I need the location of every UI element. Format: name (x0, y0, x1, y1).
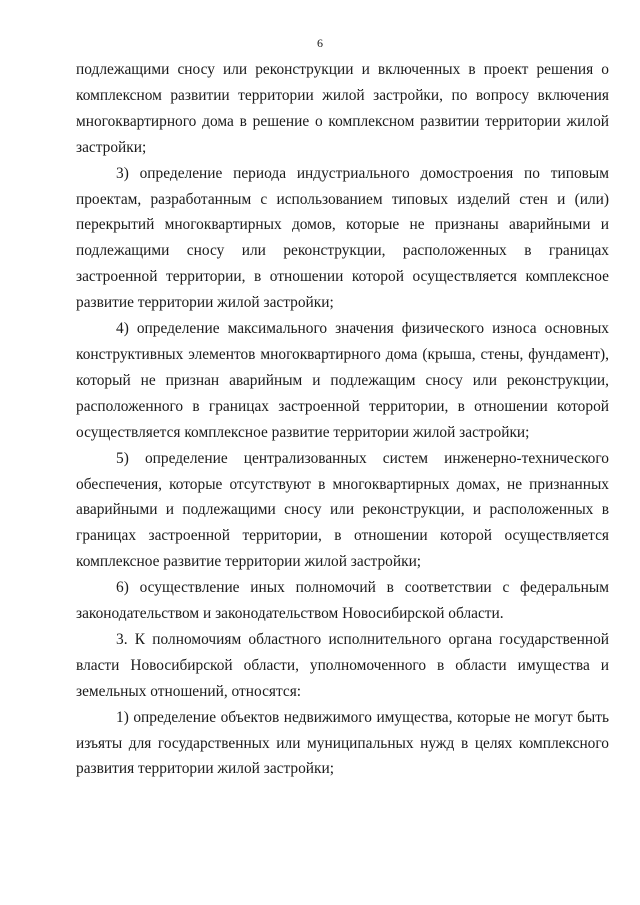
paragraph-section-3-item-1: 1) определение объектов недвижимого имущества, которые не могут быть изъяты для государственных или муниципальных нужд в целях комплексного развития территории жилой застройки; (76, 708, 609, 778)
paragraph-item-3: 3) определение периода индустриального домостроения по типовым проектам, разработанным с использованием типовых изделий стен и (или) перекрытий многоквартирных домов, которые не признаны аварийными и подлежащими сносу или реконструкции, расположенных в границах застроенной территории, в отношении которой осуществляется комплексное развитие территории жилой застройки; (76, 164, 609, 312)
paragraph-section-3: 3. К полномочиям областного исполнительного органа государственной власти Новосибирской области, уполномоченного в области имущества и земельных отношений, относятся: (76, 630, 609, 700)
paragraph-continuation: подлежащими сносу или реконструкции и включенных в проект решения о комплексном развитии территории жилой застройки, по вопросу включения многоквартирного дома в решение о комплексном развитии территории жилой застройки; (76, 61, 609, 156)
paragraph-item-5: 5) определение централизованных систем инженерно-технического обеспечения, которые отсутствуют в многоквартирных домах, не признанных аварийными и подлежащими сносу или реконструкции, и расположенных в границах застроенной территории, в отношении которой осуществляется комплексное развитие территории жилой застройки; (76, 449, 609, 571)
paragraph-item-4: 4) определение максимального значения физического износа основных конструктивных элементов многоквартирного дома (крыша, стены, фундамент), который не признан аварийным и подлежащим сносу или реконструкции, расположенного в границах застроенной территории, в отношении которой осуществляется комплексное развитие территории жилой застройки; (76, 320, 609, 441)
page-number: 6 (317, 36, 323, 50)
document-body (76, 57, 609, 782)
paragraph-item-6: 6) осуществление иных полномочий в соответствии с федеральным законодательством и законодательством Новосибирской области. (76, 579, 609, 623)
